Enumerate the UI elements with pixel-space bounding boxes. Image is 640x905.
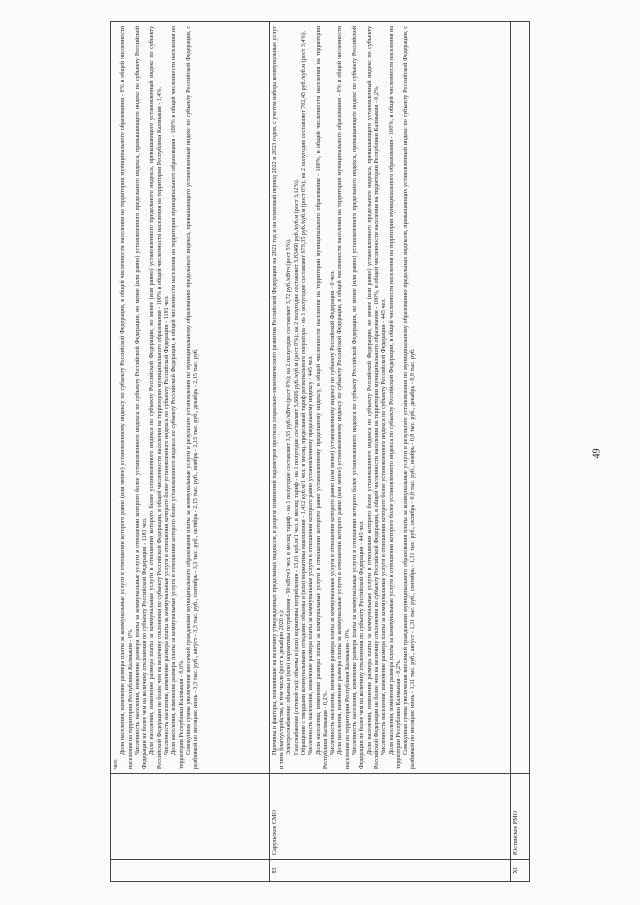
row-number: 83	[269, 860, 510, 882]
row-number: XI	[510, 860, 529, 882]
municipality-name: Сарульское СМО	[269, 774, 510, 860]
paragraph: Численность населения, изменение размера платы за коммунальные услуги в отношении которого более установленного индекса по субъекту Российской Федерации - 1181 чел.	[164, 295, 171, 755]
municipality-name	[111, 774, 270, 860]
indices-table	[110, 21, 530, 882]
paragraph: Доля населения, изменение размера платы за коммунальные услуги в отношении которого более установленного индекса по субъекту Российской Федерации, в общей численности населения на территории муниципального образования - 100% в общей численности населения на территории Республики Калмыкия - 0,6%.	[171, 26, 185, 769]
paragraph: Совокупная сумма увеличения вносимой гражданами муниципального образования платы за коммунальные услуги в результате установления по муниципальному образованию предельного индекса, превышающего установленный индекс по субъекту Российской Федерации, с разбивкой по месяцам: июль - 3,3 тыс. руб., август - 3,3 тыс. руб., сентябрь - 3,3 тыс. руб., октябрь - 2,15 тыс. руб., ноябрь - 2,15 тыс. руб., декабрь - 2,15 тыс. руб.	[185, 26, 200, 769]
paragraph: Численность населения, изменение размера платы за коммунальные услуги в отношении которого равно установленному предельному индексу - 445 чел.	[308, 355, 315, 755]
paragraph: Причины и факторы, повлиявшие на величину утвержденных предельных индексов, в разрезе изменений параметров прогноза социально-экономического развития Российской Федерации на 2021 год и на плановый период 2022 и 2023 годов, с учетом набора коммунальных услуг и типа благоустройства, в том числе (рост к декабрю 2020 г.):	[271, 26, 286, 769]
row-number	[111, 860, 270, 882]
paragraph: Электроснабжение: объемы и (или) нормативы потребления - 90 кВтч/1 чел. в месяц; тариф - на 1 полугодие составляет 3,55 руб./кВтч (рост 0%); на 2 полугодие составляет 3,72 руб./кВтч (рост 5%).	[286, 238, 293, 755]
paragraph: чел.	[113, 758, 119, 769]
paragraph: Совокупная сумма увеличения вносимой гражданами муниципального образования платы за коммунальные услуги в результате установления по муниципальному образованию предельных индексов, превышающих установленный индекс по субъекту Российской Федерации, с разбивкой по месяцам: июль - 1,31 тыс. руб., август - 1,31 тыс. руб., сентябрь - 1,31 тыс. руб., октябрь - 0,8 тыс. руб., ноябрь - 0,8 тыс. руб., декабрь - 0,8 тыс. руб.	[403, 26, 417, 769]
municipality-name: Юстинское РМО	[510, 774, 529, 860]
table-row	[111, 22, 270, 882]
paragraph: Численность населения, изменение размера платы за коммунальные услуги в отношении которого более установленного индекса по субъекту Российской Федерации, но менее (или равно) установленного предельного индекса, превышающего индекс по субъекту Российской Федерации не более чем на величину отклонения по субъекту Российской Федерации - 1181 чел.	[134, 26, 149, 769]
paragraph: Доля населения, изменение размера платы за коммунальные услуги в отношении которого более установленного индекса по субъекту Российской Федерации, но менее (или равно) установленного предельного индекса, превышающего установленный индекс по субъекту Российской Федерации не более чем на величину отклонения по субъекту Российской Федерации, в общей численности населения на территории муниципального образования - 100% в общей численности населения на территории Республики Калмыкия - 1,4%.	[149, 26, 163, 769]
paragraph: Доля населения, изменение размера платы за коммунальные услуги в отношении которого равно установленному предельному индексу, в общей численности населения на территории муниципального образования - 100%, в общей численности населения на территории Республики Калмыкия - 0,2%.	[315, 26, 329, 769]
paragraph: Доля населения, изменение размера платы за коммунальные услуги в отношении которого более установленного индекса по субъекту Российской Федерации, в общей численности населения на территории муниципального образования - 100%, в общей численности населения на территории Республики Калмыкия - 0,2%.	[388, 26, 402, 769]
paragraph: Доля населения, изменение размера платы за коммунальные услуги в отношении которого равно (или менее) установленному индексу по субъекту Российской Федерации, в общей численности населения на территории муниципального образования - 0% в общей численности населения на территории Республики Калмыкия - 0%.	[337, 26, 351, 769]
paragraph: Газоснабжение (сетевой газ): объемы и (или) нормативы потребления - 15,01 куб.м/1 чел. в месяц; тариф - на 1 полугодие составляет 5,6606 руб./куб.м (рост 0%); на 2 полугодие составляет 5,83460 руб./куб.м (рост 3,12%).	[293, 178, 300, 755]
paragraph: Численность населения, изменение размера платы за коммунальные услуги в отношении которого более установленного индекса по субъекту Российской Федерации - 445 чел.	[381, 298, 388, 755]
row-description	[510, 22, 529, 774]
paragraph: Доля населения, изменение размера платы за коммунальные услуги в отношении которого равно (или менее) установленному индексу по субъекту Российской Федерации, в общей численности населения на территории муниципального образования - 0% в общей численности населения на территории Республики Калмыкия - 0%.	[120, 26, 134, 769]
row-description	[111, 22, 270, 774]
paragraph: Доля населения, изменение размера платы за коммунальные услуги в отношении которого более установленного индекса по субъекту Российской Федерации, но менее (или равно) установленного предельного индекса, превышающего установленный индекс по субъекту Российской Федерации не более чем на величину отклонения по субъекту Российской Федерации, в общей численности населения на территории муниципального образования - 100%, в общей численности населения на территории Республики Калмыкия - 0,2%.	[366, 26, 380, 769]
page-number: 49	[591, 448, 603, 459]
paragraph: Численность населения, изменение размера платы за коммунальные услуги в отношении которого более установленного индекса по субъекту Российской Федерации, но менее (или равно) установленного предельного индекса, превышающего индекс по субъекту Российской Федерации не более чем на величину отклонения по субъекту Российской Федерации - 445 чел.	[352, 26, 366, 769]
row-description	[269, 22, 510, 774]
paragraph: Обращение с твердыми коммунальными отходами: объемы и (или) нормативы накопления - 1,412 куб.м/1 чел. в месяц, предельный тариф регионального оператора - на 1 полугодие составляет 679,35 руб./куб.м (рост 0%); на 2 полугодие составляет 702,45 руб./куб.м (рост 3,4%).	[300, 30, 307, 755]
table-row	[510, 22, 529, 882]
table-row	[269, 22, 510, 882]
rotated-page-content	[110, 22, 530, 882]
paragraph: Численность населения, изменение размера платы за коммунальные услуги в отношении которого равно (или менее) установленному индексу по субъекту Российской Федерации - 0 чел.	[330, 270, 337, 755]
